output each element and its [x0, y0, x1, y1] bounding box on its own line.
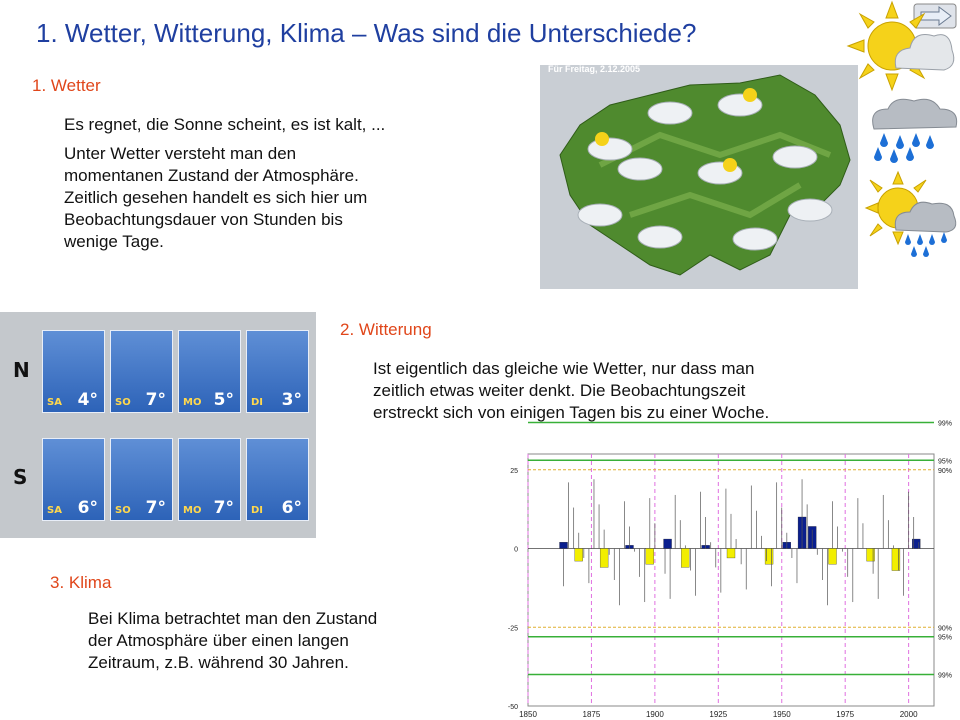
witterung-description [373, 358, 953, 424]
section-heading-witterung: 2. Witterung [340, 320, 432, 339]
day-label: MO [183, 505, 202, 516]
forecast-tile [42, 330, 105, 413]
y-tick-label: -25 [507, 625, 518, 633]
forecast-tile [246, 438, 309, 521]
percentile-label: 95% [938, 634, 953, 642]
forecast-tile [110, 438, 173, 521]
temperature: 7° [213, 498, 234, 518]
day-label: SO [115, 397, 131, 408]
rain-cloud-icon [868, 95, 960, 165]
percentile-label: 99% [938, 420, 953, 428]
sun-cloud-icon [848, 0, 958, 95]
x-tick-label: 1900 [645, 710, 664, 719]
weather-map-switzerland [540, 65, 858, 289]
forecast-panel [0, 312, 316, 538]
percentile-label: 99% [938, 672, 953, 680]
temperature: 6° [281, 498, 302, 518]
data-bar [575, 549, 583, 562]
text-line: der Atmosphäre über einen langen [88, 631, 349, 650]
forecast-tile [178, 330, 241, 413]
text-line: zeitlich etwas weiter denkt. Die Beobachtungszeit [373, 381, 746, 400]
x-tick-label: 2000 [899, 710, 918, 719]
data-bar [560, 542, 568, 548]
temperature: 4° [77, 390, 98, 410]
section-heading-wetter: 1. Wetter [32, 76, 101, 95]
percentile-label: 90% [938, 467, 953, 475]
region-label: S [13, 465, 28, 489]
region-label: N [13, 358, 30, 382]
text-line: wenige Tage. [64, 232, 164, 251]
data-bar [681, 549, 689, 568]
data-bar [727, 549, 735, 558]
temperature: 7° [145, 390, 166, 410]
section-heading-klima: 3. Klima [50, 573, 112, 592]
y-tick-label: 0 [514, 546, 518, 554]
temperature: 7° [145, 498, 166, 518]
data-bar [829, 549, 837, 565]
text-line: Zeitlich gesehen handelt es sich hier um [64, 188, 368, 207]
text-line: erstreckt sich von einigen Tagen bis zu einer Woche. [373, 403, 770, 422]
day-label: MO [183, 397, 202, 408]
climate-chart [496, 420, 960, 720]
day-label: DI [251, 397, 264, 408]
data-bar [600, 549, 608, 568]
text-line: Beobachtungsdauer von Stunden bis [64, 210, 343, 229]
forecast-tile [246, 330, 309, 413]
text-line: Ist eigentlich das gleiche wie Wetter, nur dass man [373, 359, 755, 378]
data-bar [664, 539, 672, 548]
day-label: SO [115, 505, 131, 516]
percentile-label: 90% [938, 625, 953, 633]
temperature: 5° [213, 390, 234, 410]
temperature: 3° [281, 390, 302, 410]
sun-rain-cloud-icon [866, 172, 960, 258]
text-line: Unter Wetter versteht man den [64, 144, 297, 163]
day-label: SA [47, 397, 62, 408]
text-line: momentanen Zustand der Atmosphäre. [64, 166, 359, 185]
data-bar [646, 549, 654, 565]
y-tick-label: -50 [507, 704, 518, 711]
forecast-tile [110, 330, 173, 413]
wetter-example: Es regnet, die Sonne scheint, es ist kalt, ... [64, 115, 386, 134]
forecast-tile [42, 438, 105, 521]
text-line: Bei Klima betrachtet man den Zustand [88, 609, 378, 628]
text-line: Zeitraum, z.B. während 30 Jahren. [88, 653, 349, 672]
x-tick-label: 1950 [772, 710, 791, 719]
x-tick-label: 1975 [836, 710, 855, 719]
y-tick-label: 25 [510, 467, 518, 475]
forecast-tile [178, 438, 241, 521]
page-title: 1. Wetter, Witterung, Klima – Was sind die Unterschiede? [36, 18, 697, 48]
map-caption: Für Freitag, 2.12.2005 [548, 64, 641, 74]
x-tick-label: 1925 [709, 710, 728, 719]
percentile-label: 95% [938, 458, 953, 466]
temperature: 6° [77, 498, 98, 518]
day-label: SA [47, 505, 62, 516]
klima-description [88, 608, 498, 674]
wetter-description [64, 143, 534, 253]
x-tick-label: 1850 [519, 710, 537, 719]
x-tick-label: 1875 [582, 710, 601, 719]
day-label: DI [251, 505, 264, 516]
